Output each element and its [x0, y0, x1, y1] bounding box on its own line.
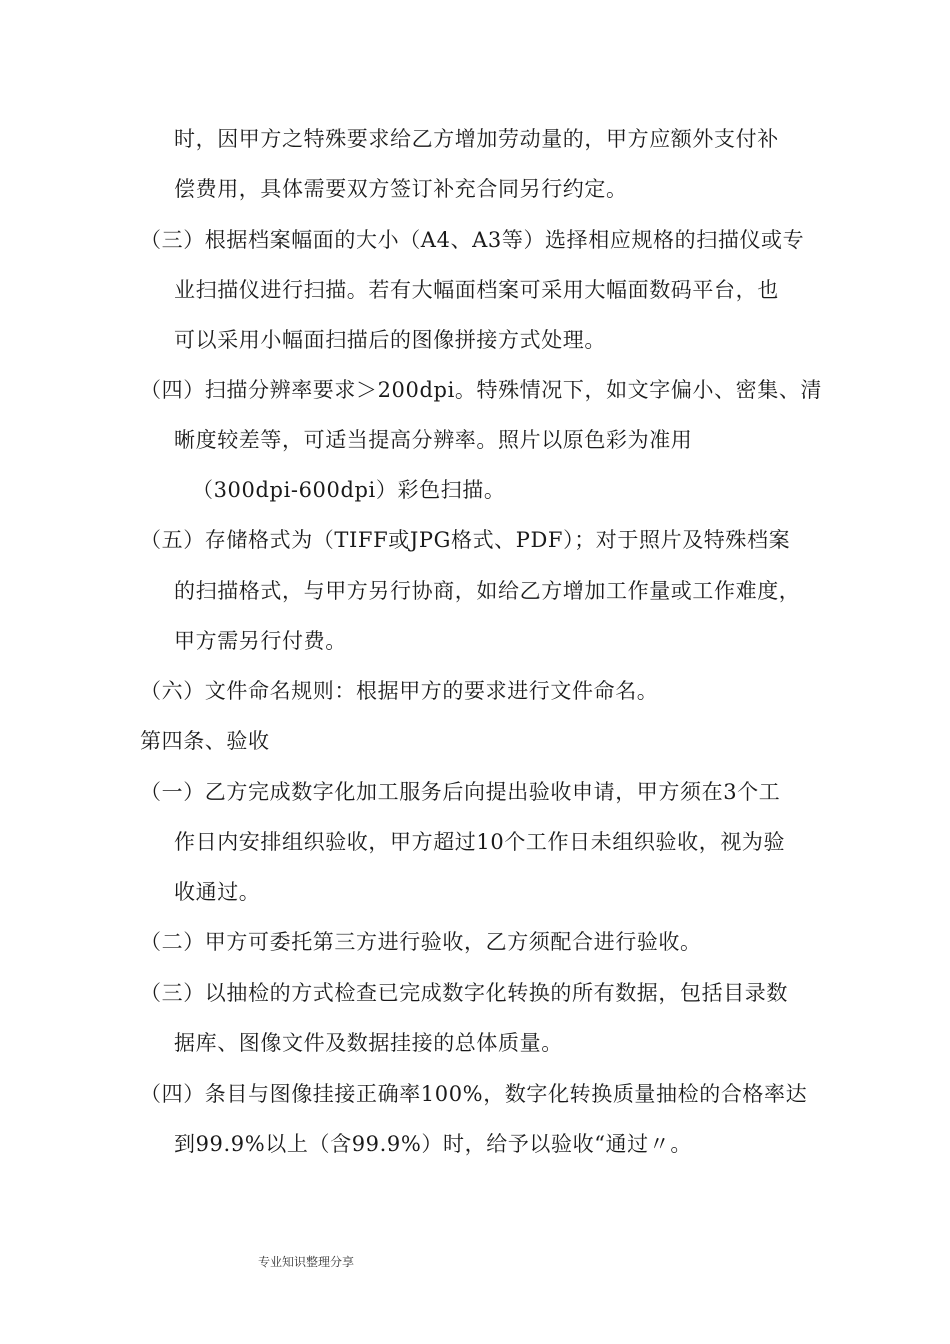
text-line: （300dpi-600dpi）彩色扫描。: [192, 478, 506, 502]
text-line: 的扫描格式，与甲方另行协商，如给乙方增加工作量或工作难度，: [174, 579, 801, 603]
text-line: 时，因甲方之特殊要求给乙方增加劳动量的，甲方应额外支付补: [174, 127, 779, 151]
text-line: （五）存储格式为（TIFF或JPG格式、PDF）；对于照片及特殊档案: [140, 528, 791, 552]
text-line: （二）甲方可委托第三方进行验收，乙方须配合进行验收。: [140, 930, 702, 954]
text-line: 作日内安排组织验收，甲方超过10个工作日未组织验收，视为验: [174, 830, 786, 854]
text-line: （三）根据档案幅面的大小（A4、A3等）选择相应规格的扫描仪或专: [140, 228, 805, 252]
text-line: 晰度较差等，可适当提高分辨率。照片以原色彩为准用: [174, 428, 693, 452]
text-line: 可以采用小幅面扫描后的图像拼接方式处理。: [174, 328, 606, 352]
text-line: 收通过。: [174, 880, 261, 904]
text-line: （三）以抽检的方式检查已完成数字化转换的所有数据，包括目录数: [140, 981, 788, 1005]
text-line: 业扫描仪进行扫描。若有大幅面档案可采用大幅面数码平台，也: [174, 278, 779, 302]
text-line: 据库、图像文件及数据挂接的总体质量。: [174, 1031, 563, 1055]
text-line: （一）乙方完成数字化加工服务后向提出验收申请，甲方须在3个工: [140, 780, 781, 804]
text-line: 甲方需另行付费。: [174, 629, 347, 653]
text-line: （四）扫描分辨率要求＞200dpi。特殊情况下，如文字偏小、密集、清: [140, 378, 823, 402]
page-footer: 专业知识整理分享: [258, 1255, 355, 1269]
text-line: （六）文件命名规则：根据甲方的要求进行文件命名。: [140, 679, 659, 703]
text-line: 到99.9%以上（含99.9%）时，给予以验收“通过〃。: [174, 1132, 692, 1156]
section-heading: 第四条、验收: [140, 729, 270, 753]
text-line: （四）条目与图像挂接正确率100%，数字化转换质量抽检的合格率达: [140, 1082, 808, 1106]
text-line: 偿费用，具体需要双方签订补充合同另行约定。: [174, 177, 628, 201]
